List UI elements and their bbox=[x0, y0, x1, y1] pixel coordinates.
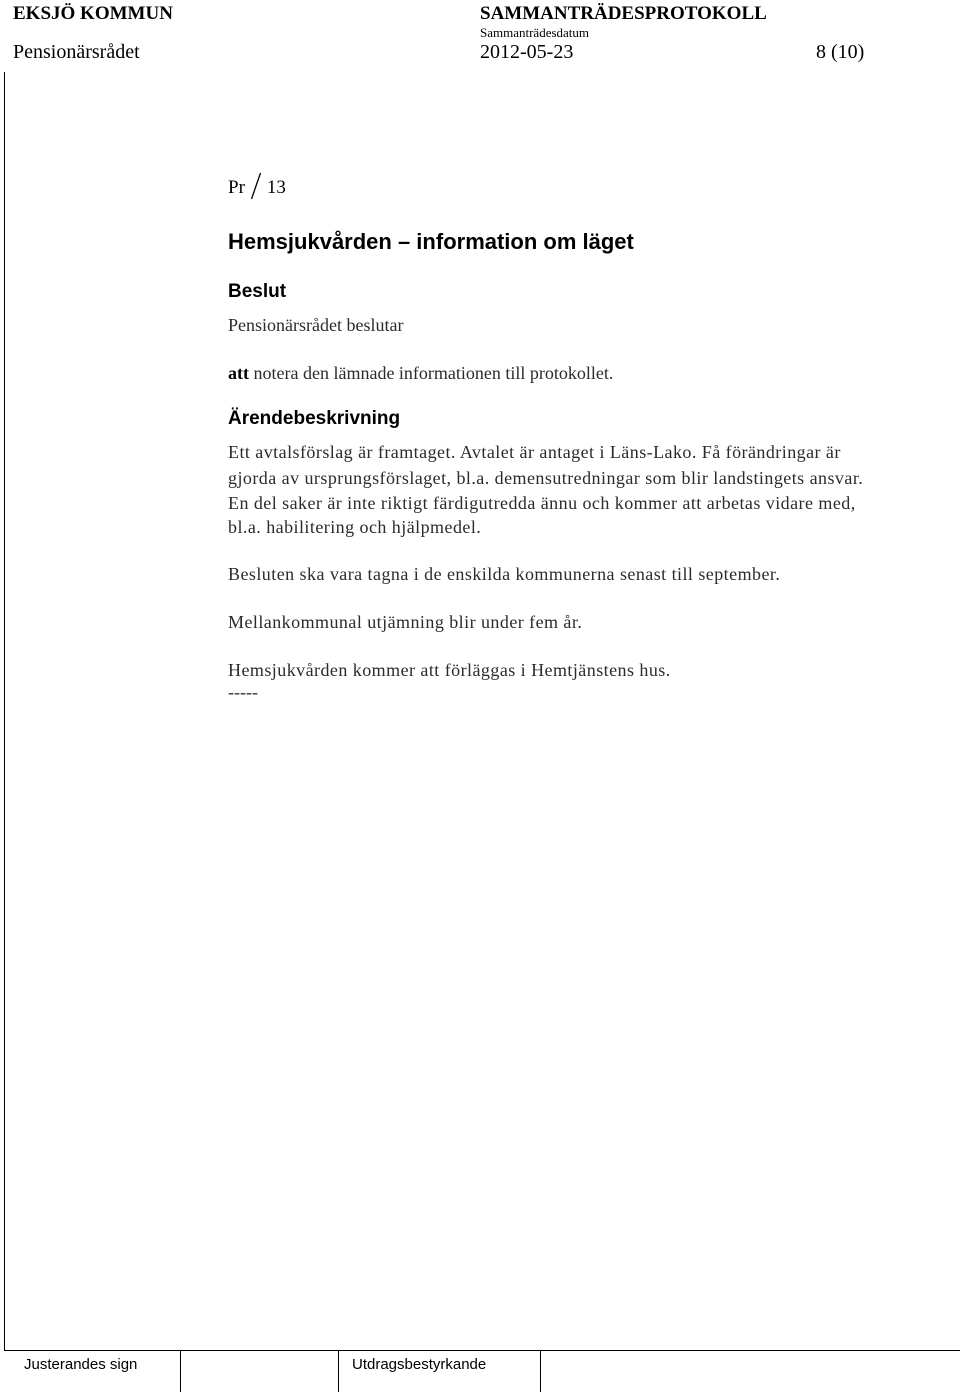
council-name: Pensionärsrådet bbox=[13, 41, 140, 63]
arende-paragraph-3: Hemsjukvården kommer att förläggas i Hemtjänstens hus. bbox=[228, 660, 671, 680]
left-margin-rule bbox=[4, 72, 5, 1350]
meeting-date-caption: Sammanträdesdatum bbox=[480, 25, 590, 40]
footer-divider bbox=[180, 1350, 181, 1392]
end-marker: ----- bbox=[228, 682, 258, 702]
justerandes-sign-label: Justerandes sign bbox=[24, 1356, 138, 1373]
document-type: SAMMANTRÄDESPROTOKOLL bbox=[480, 3, 767, 24]
att-text: notera den lämnade informationen till protokollet. bbox=[249, 363, 614, 383]
arende-line-4: bl.a. habilitering och hjälpmedel. bbox=[228, 517, 482, 537]
utdragsbestyrkande-label: Utdragsbestyrkande bbox=[352, 1356, 487, 1373]
footer-rule bbox=[4, 1350, 960, 1351]
page-number: 8 (10) bbox=[816, 41, 865, 63]
footer-divider bbox=[540, 1350, 541, 1392]
municipality-name: EKSJÖ KOMMUN bbox=[13, 3, 173, 24]
att-keyword: att bbox=[228, 363, 249, 383]
paragraph-reference bbox=[228, 172, 286, 200]
arende-paragraph-2: Mellankommunal utjämning blir under fem år. bbox=[228, 612, 583, 632]
paragraph-number: 13 bbox=[266, 177, 286, 198]
arende-heading: Ärendebeskrivning bbox=[228, 408, 401, 429]
arende-paragraph-1: Besluten ska vara tagna i de enskilda kommunerna senast till september. bbox=[228, 564, 781, 584]
arende-line-2: gjorda av ursprungsförslaget, bl.a. demensutredningar som blir landstingets ansvar. bbox=[228, 468, 864, 488]
item-title: Hemsjukvården – information om läget bbox=[228, 229, 634, 254]
beslut-heading: Beslut bbox=[228, 281, 287, 302]
section-mark-icon bbox=[250, 172, 262, 200]
beslut-att-clause bbox=[228, 363, 613, 384]
arende-line-3: En del saker är inte riktigt färdigutredda ännu och kommer att arbetas vidare med, bbox=[228, 493, 856, 513]
beslut-intro: Pensionärsrådet beslutar bbox=[228, 315, 404, 335]
paragraph-prefix: Pr bbox=[228, 177, 245, 198]
meeting-date: 2012-05-23 bbox=[480, 41, 574, 63]
footer-divider bbox=[338, 1350, 339, 1392]
arende-line-1: Ett avtalsförslag är framtaget. Avtalet är antaget i Läns-Lako. Få förändringar är bbox=[228, 442, 841, 462]
